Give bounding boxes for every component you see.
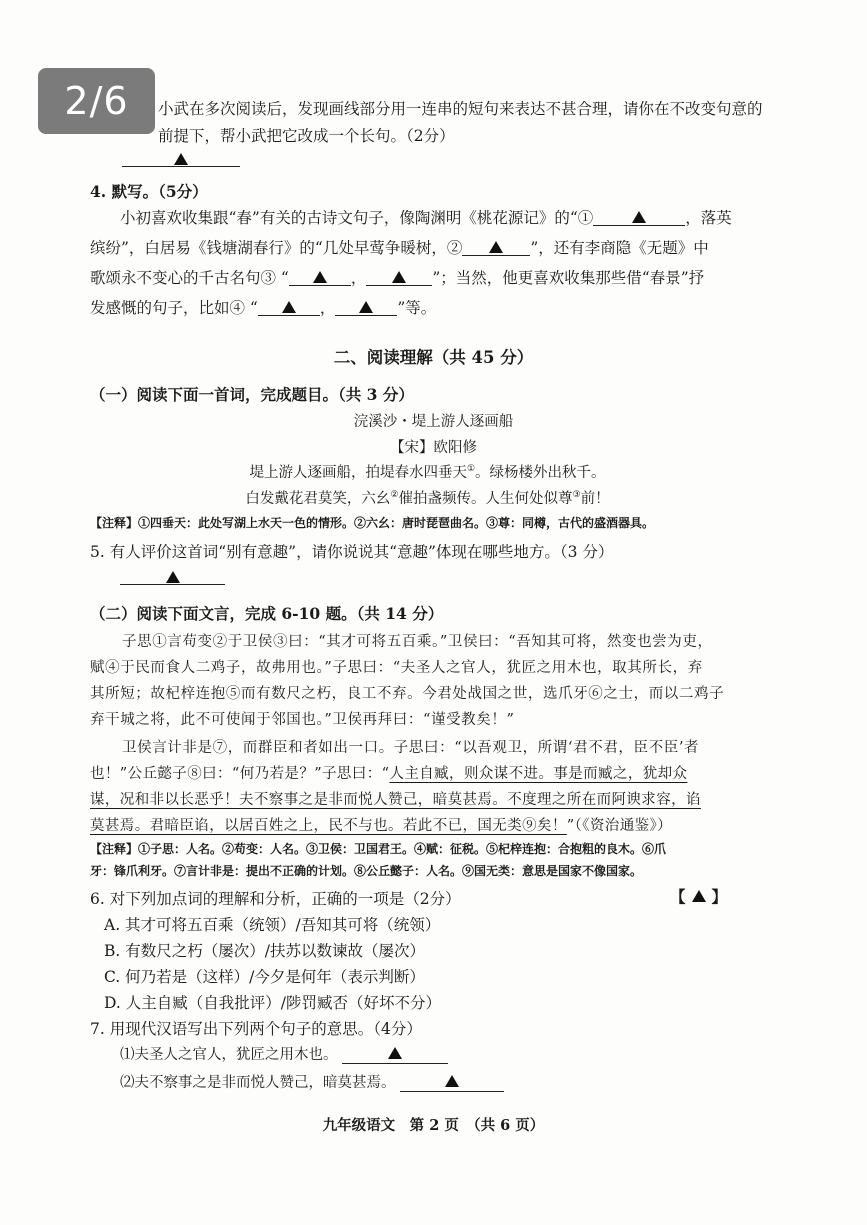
q4-blank-2[interactable]	[462, 239, 530, 256]
q3-answer-blank[interactable]	[122, 150, 240, 169]
poem-annotation: 【注释】①四垂天：此处写湖上水天一色的情形。②六幺：唐时琵琶曲名。③尊：同樽，古代的盛酒器具。	[90, 516, 655, 530]
section2-title: 二、阅读理解（共 45 分）	[333, 348, 534, 367]
answer-triangle-icon	[489, 241, 503, 253]
answer-triangle-icon	[282, 301, 296, 313]
poem-author: 【宋】欧阳修	[390, 440, 477, 456]
answer-triangle-icon	[632, 211, 646, 223]
page-indicator-badge: 2/6	[38, 68, 155, 134]
answer-triangle-icon	[692, 890, 706, 902]
q7-blank-1[interactable]	[342, 1047, 448, 1064]
passage-line6: 也！”公丘懿子⑧曰：“何乃若是？”子思曰：“人主自臧，则众谋不进。事是而臧之，犹却众	[90, 766, 688, 782]
q5-answer-blank[interactable]	[120, 568, 225, 587]
q4-title: 4. 默写。（5分）	[90, 182, 208, 201]
poem-line2: 白发戴花君莫笑，六幺②催拍盏频传。人生何处似尊③前！	[245, 490, 610, 507]
q3-line1: 小武在多次阅读后，发现画线部分用一连串的短句来表达不甚合理，请你在不改变句意的	[158, 100, 763, 118]
q6-option-a[interactable]: A. 其才可将五百乘（统领）/吾知其可将（统领）	[104, 916, 441, 934]
answer-triangle-icon	[392, 271, 406, 283]
q6-answer-box[interactable]: 【 】	[670, 887, 728, 906]
q6-option-b[interactable]: B. 有数尺之朽（屡次）/扶苏以数谏故（屡次）	[104, 942, 425, 960]
answer-triangle-icon	[388, 1047, 402, 1059]
answer-triangle-icon	[359, 301, 373, 313]
q4-blank-1[interactable]	[593, 209, 685, 226]
passage-annotation-2: 牙：锋爪利牙。⑦言计非是：提出不正确的计划。⑧公丘懿子：人名。⑨国无类：意思是国家不像国家。	[90, 864, 643, 878]
q7-stem: 7. 用现代汉语写出下列两个句子的意思。（4分）	[90, 1020, 422, 1038]
q6-option-c[interactable]: C. 何乃若是（这样）/今夕是何年（表示判断）	[104, 968, 425, 986]
poem-title: 浣溪沙・堤上游人逐画船	[353, 414, 514, 430]
poem-line1: 堤上游人逐画船，拍堤春水四垂天①。绿杨楼外出秋千。	[249, 464, 606, 481]
page-footer: 九年级语文 第 2 页 （共 6 页）	[322, 1117, 545, 1134]
q4-blank-3a[interactable]	[289, 269, 351, 286]
underlined-passage: 人主自臧，则众谋不进。事是而臧之，犹却众	[389, 766, 688, 782]
passage-line5: 卫侯言计非是⑦，而群臣和者如出一口。子思曰：“以吾观卫，所谓‘君不君，臣不臣’者	[122, 740, 700, 756]
q5-stem: 5. 有人评价这首词“别有意趣”，请你说说其“意趣”体现在哪些地方。（3 分）	[90, 543, 614, 561]
q4-blank-3b[interactable]	[366, 269, 432, 286]
q7-blank-2[interactable]	[400, 1075, 504, 1092]
q7-sentence-1: ⑴夫圣人之官人，犹匠之用木也。	[120, 1043, 448, 1064]
q3-line2: 前提下，帮小武把它改成一个长句。（2分）	[158, 127, 455, 145]
answer-triangle-icon	[174, 153, 188, 165]
passage-annotation-1: 【注释】①子思：人名。②苟变：人名。③卫侯：卫国君王。④赋：征税。⑤杞梓连抱：合抱粗的良木。⑥爪	[90, 842, 667, 856]
q4-para-line1: 小初喜欢收集跟“春”有关的古诗文句子，像陶渊明《桃花源记》的“① ，落英	[120, 209, 732, 227]
answer-triangle-icon	[313, 271, 327, 283]
q7-sentence-2: ⑵夫不察事之是非而悦人赞己，暗莫甚焉。	[120, 1071, 504, 1092]
q4-para-line3: 歌颂永不变心的千古名句③ “ ， ”；当然，他更喜欢收集那些借“春景”抒	[90, 269, 705, 287]
passage-line4: 弃干城之将，此不可使闻于邻国也。”卫侯再拜曰：“谨受教矣！”	[90, 712, 515, 728]
passage-line1: 子思①言苟变②于卫侯③曰：“其才可将五百乘。”卫侯曰：“吾知其可将，然变也尝为吏，	[122, 634, 713, 650]
passage-line7-underlined: 谋，况和非以长恶乎！夫不察事之是非而悦人赞己，暗莫甚焉。不度理之所在而阿谀求容，谄	[90, 792, 701, 808]
answer-triangle-icon	[445, 1075, 459, 1087]
part2-heading: （二）阅读下面文言，完成 6-10 题。（共 14 分）	[90, 604, 444, 623]
passage-line3: 其所短；故杞梓连抱⑤而有数尺之朽，良工不弃。今君处战国之世，选爪牙⑥之士，而以二鸡子	[90, 686, 725, 702]
q4-para-line2: 缤纷”，白居易《钱塘湖春行》的“几处早莺争暖树，② ”，还有李商隐《无题》中	[90, 239, 709, 257]
q6-stem: 6. 对下列加点词的理解和分析，正确的一项是（2分）	[90, 890, 461, 908]
q4-blank-4a[interactable]	[258, 299, 320, 316]
passage-line2: 赋④于民而食人二鸡子，故弗用也。”子思曰：“夫圣人之官人，犹匠之用木也，取其所长，弃	[90, 660, 703, 676]
answer-triangle-icon	[166, 571, 180, 583]
q6-option-d[interactable]: D. 人主自臧（自我批评）/陟罚臧否（好坏不分）	[104, 994, 441, 1012]
q4-blank-4b[interactable]	[335, 299, 397, 316]
part1-heading: （一）阅读下面一首词，完成题目。（共 3 分）	[90, 385, 414, 404]
q4-para-line4: 发感慨的句子，比如④ “ ， ”等。	[90, 299, 437, 317]
passage-line8: 莫甚焉。君暗臣谄，以居百姓之上，民不与也。若此不已，国无类⑨矣！”（《资治通鉴》）	[90, 818, 673, 834]
